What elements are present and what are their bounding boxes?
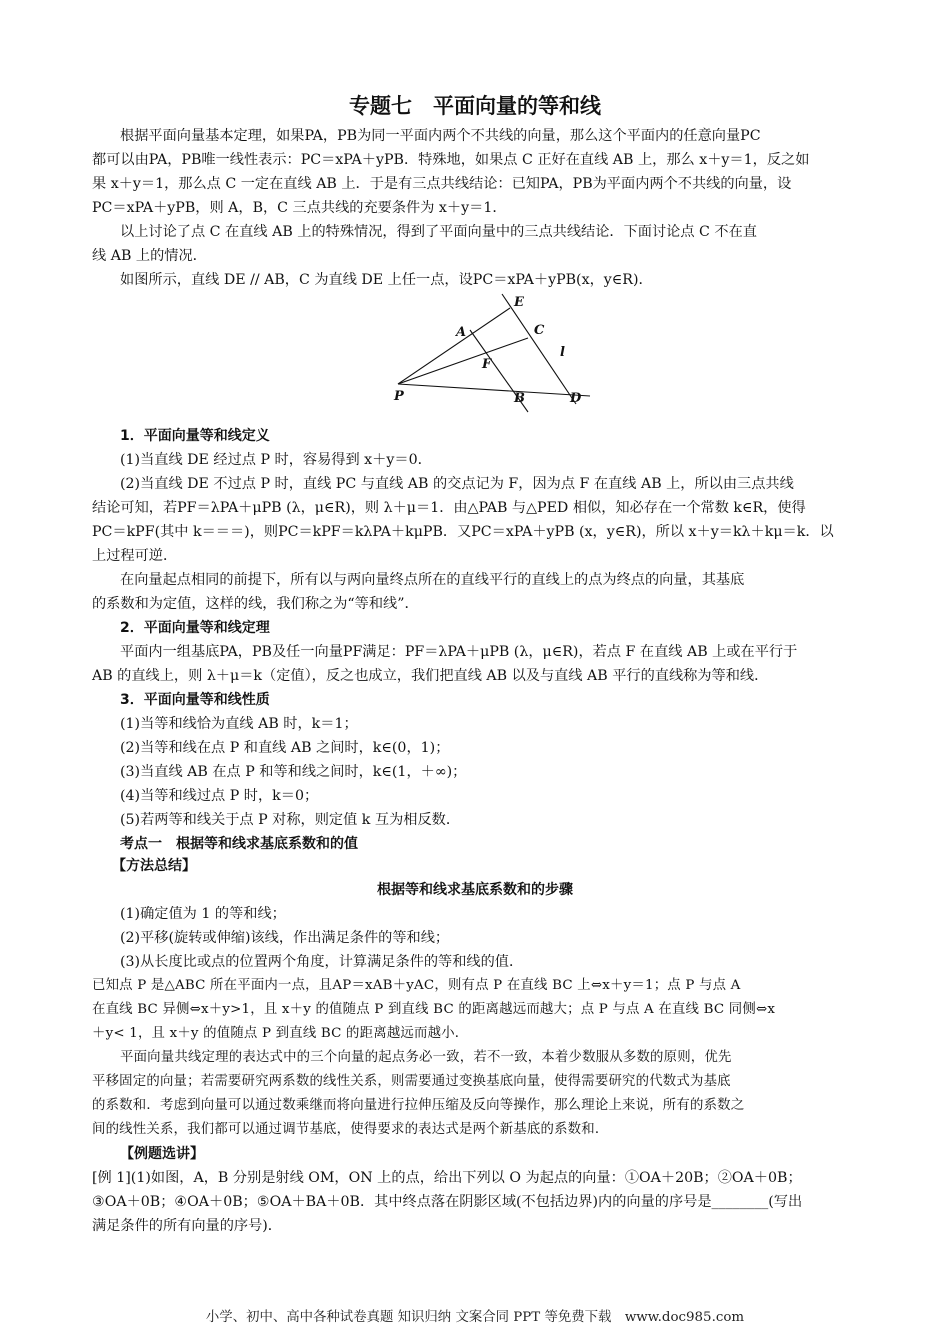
- label-A: A: [456, 325, 467, 340]
- line-PE: [398, 308, 510, 384]
- section-heading: 2．平面向量等和线定理: [120, 620, 270, 636]
- note-line: 在直线 BC 异侧⇔x＋y>1，且 x＋y 的值随点 P 到直线 BC 的距离越远而越大；点 P 与点 A 在直线 BC 同侧⇔x: [92, 1002, 776, 1017]
- example-heading: 【例题选讲】: [120, 1146, 204, 1162]
- example-line: ③OA＋0B；④OA＋0B；⑤OA＋BA＋0B．其中终点落在阴影区域(不包括边界)内的向量的序号是________(写出: [92, 1194, 803, 1210]
- steps-title: 根据等和线求基底系数和的步骤: [377, 882, 573, 898]
- label-D: D: [570, 391, 582, 406]
- text-line: 上过程可逆．: [92, 548, 178, 564]
- text-line: 的系数和为定值，这样的线，我们称之为“等和线”．: [92, 596, 419, 612]
- label-E: E: [514, 295, 524, 310]
- text-line: (2)当等和线在点 P 和直线 AB 之间时，k∈(0，1)；: [120, 740, 450, 756]
- section-heading: 1．平面向量等和线定义: [120, 428, 270, 444]
- note-line: 间的线性关系，我们都可以通过调节基底，使得要求的表达式是两个新基底的系数和．: [92, 1122, 609, 1137]
- text-line: (3)当直线 AB 在点 P 和等和线之间时，k∈(1，＋∞)；: [120, 764, 467, 780]
- line-PD: [398, 384, 590, 396]
- step-line: (3)从长度比或点的位置两个角度，计算满足条件的等和线的值．: [120, 954, 524, 970]
- example-line: [例 1](1)如图，A，B 分别是射线 OM，ON 上的点，给出下列以 O 为起点的向量：①OA＋20B；②OA＋0B；: [92, 1170, 802, 1186]
- note-line: 的系数和．考虑到向量可以通过数乘继而将向量进行拉伸压缩及反向等操作，那么理论上来说，所有的系数之: [92, 1098, 745, 1113]
- note-line: 已知点 P 是△ABC 所在平面内一点，且AP＝xAB＋yAC，则有点 P 在直线 BC 上⇔x＋y＝1；点 P 与点 A: [92, 978, 741, 993]
- label-P: P: [394, 389, 404, 404]
- note-line: ＋y< 1，且 x＋y 的值随点 P 到直线 BC 的距离越远而越小．: [92, 1026, 469, 1041]
- text-line: 平面内一组基底PA，PB及任一向量PF满足：PF＝λPA＋μPB (λ，μ∈R)，若点 F 在直线 AB 上或在平行于: [120, 644, 798, 660]
- text-line: PC＝kPF(其中 k＝＝＝)，则PC＝kPF＝kλPA＋kμPB．又PC＝xPA＋yPB (x，y∈R)，所以 x＋y＝kλ＋kμ＝k．以: [92, 524, 834, 540]
- intro-line: 如图所示，直线 DE // AB，C 为直线 DE 上任一点，设PC＝xPA＋yPB(x，y∈R)．: [120, 272, 653, 288]
- intro-line: 线 AB 上的情况．: [92, 248, 207, 264]
- label-F: F: [482, 357, 492, 372]
- text-line: AB 的直线上，则 λ＋μ＝k（定值），反之也成立，我们把直线 AB 以及与直线 AB 平行的直线称为等和线．: [92, 668, 769, 684]
- note-line: 平移固定的向量；若需要研究两系数的线性关系，则需要通过变换基底向量，使得需要研究的代数式为基底: [92, 1074, 731, 1089]
- intro-line: 根据平面向量基本定理，如果PA，PB为同一平面内两个不共线的向量，那么这个平面内的任意向量PC: [120, 128, 761, 144]
- text-line: (1)当等和线恰为直线 AB 时，k＝1；: [120, 716, 358, 732]
- text-line: (2)当直线 DE 不过点 P 时，直线 PC 与直线 AB 的交点记为 F，因为点 F 在直线 AB 上，所以由三点共线: [120, 476, 794, 492]
- line-PC: [398, 338, 528, 384]
- step-line: (1)确定值为 1 的等和线；: [120, 906, 286, 922]
- intro-line: 以上讨论了点 C 在直线 AB 上的特殊情况，得到了平面向量中的三点共线结论．下面讨论点 C 不在直: [120, 224, 757, 240]
- intro-line: PC＝xPA＋yPB，则 A，B，C 三点共线的充要条件为 x＋y＝1．: [92, 200, 507, 216]
- footer-text: 小学、初中、高中各种试卷真题 知识归纳 文案合同 PPT 等免费下载 www.doc985.com: [205, 1310, 745, 1325]
- section-heading: 3．平面向量等和线性质: [120, 692, 270, 708]
- text-line: 结论可知，若PF＝λPA＋μPB (λ，μ∈R)，则 λ＋μ＝1．由△PAB 与△PED 相似，知必存在一个常数 k∈R，使得: [92, 500, 806, 516]
- note-line: 平面向量共线定理的表达式中的三个向量的起点务必一致，若不一致，本着少数服从多数的原则，优先: [120, 1050, 732, 1065]
- label-B: B: [514, 391, 525, 406]
- label-l: l: [560, 345, 565, 360]
- step-line: (2)平移(旋转或伸缩)该线，作出满足条件的等和线；: [120, 930, 450, 946]
- text-line: (4)当等和线过点 P 时，k＝0；: [120, 788, 319, 804]
- intro-line: 都可以由PA，PB唯一线性表示：PC＝xPA＋yPB．特殊地，如果点 C 正好在直线 AB 上，那么 x＋y＝1，反之如: [92, 152, 810, 168]
- geometry-figure: [380, 288, 600, 420]
- page-title: 专题七 平面向量的等和线: [349, 94, 601, 118]
- label-C: C: [534, 323, 545, 338]
- text-line: 在向量起点相同的前提下，所有以与两向量终点所在的直线平行的直线上的点为终点的向量，其基底: [120, 572, 745, 588]
- example-line: 满足条件的所有向量的序号)．: [92, 1218, 282, 1234]
- method-heading: 【方法总结】: [112, 858, 196, 874]
- kaodian-heading: 考点一 根据等和线求基底系数和的值: [120, 836, 358, 852]
- text-line: (5)若两等和线关于点 P 对称，则定值 k 互为相反数．: [120, 812, 461, 828]
- intro-line: 果 x＋y＝1，那么点 C 一定在直线 AB 上．于是有三点共线结论：已知PA，PB为平面内两个不共线的向量，设: [92, 176, 792, 192]
- text-line: (1)当直线 DE 经过点 P 时，容易得到 x＋y＝0．: [120, 452, 432, 468]
